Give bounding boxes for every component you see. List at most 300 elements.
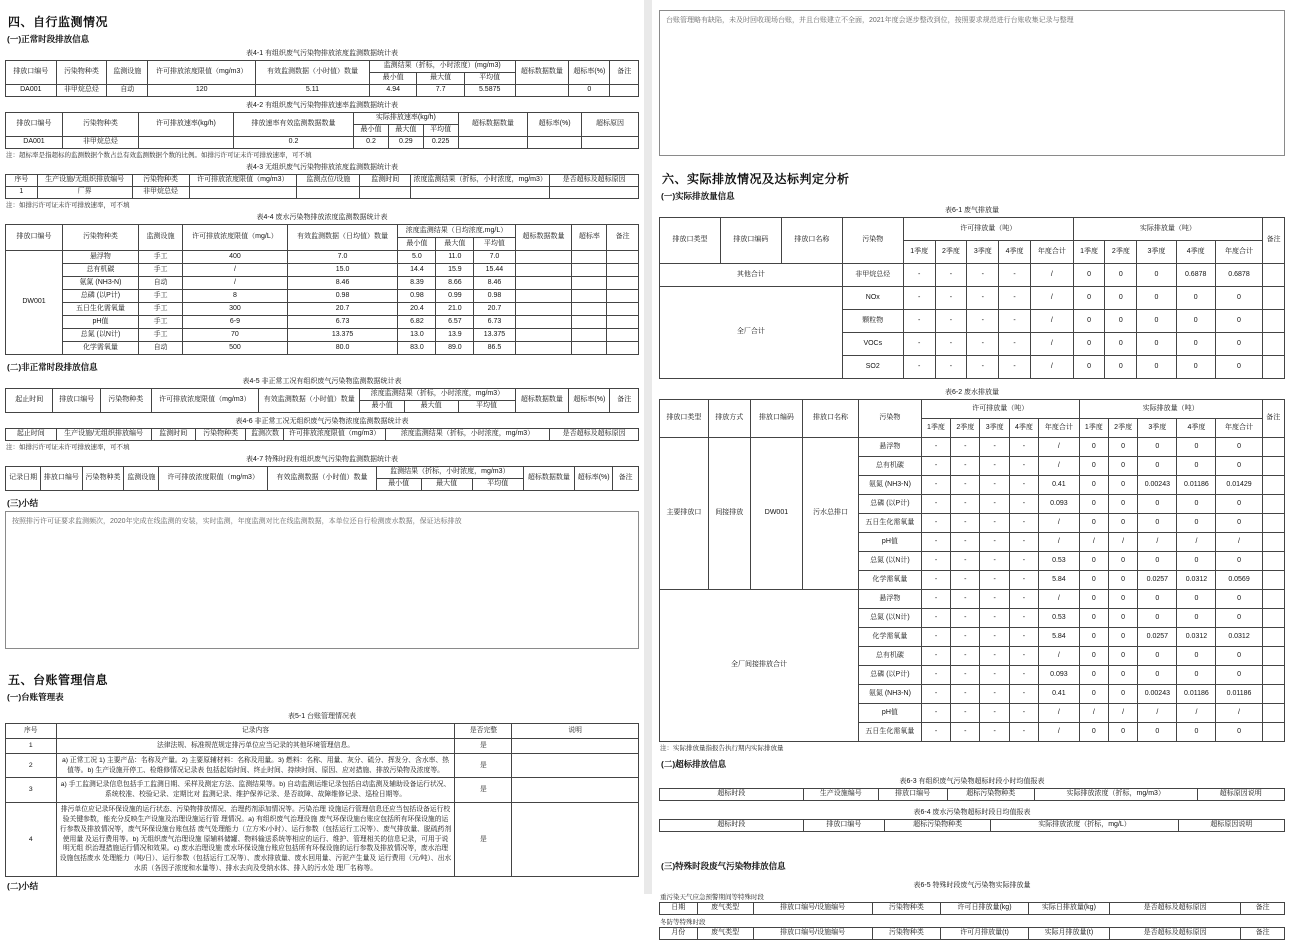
table-cell: 0	[1177, 666, 1216, 685]
table-cell: 0	[1176, 333, 1215, 356]
table-cell: pH值	[858, 704, 921, 723]
table-cell: /	[1039, 647, 1080, 666]
table-cell: 监测时间	[360, 175, 411, 187]
table-cell: -	[999, 356, 1031, 379]
note-4-3: 注：如排污许可证未许可排放速率，可不填	[6, 202, 130, 209]
table-cell: /	[1031, 264, 1074, 287]
table-cell: 0	[1079, 514, 1108, 533]
table-cell: -	[903, 264, 935, 287]
table-cell: 0.01186	[1177, 685, 1216, 704]
table-cell: 手工	[138, 264, 182, 277]
table-cell: -	[921, 609, 950, 628]
table-cell: 有效监测数据（小时值）数量	[256, 61, 370, 85]
table-cell: 五日生化需氧量	[858, 723, 921, 742]
table-cell: 排放口编号	[878, 789, 947, 801]
table-cell: /	[1108, 533, 1137, 552]
table-cell: /	[1031, 356, 1074, 379]
table-cell: 0	[1108, 666, 1137, 685]
table-cell: -	[921, 514, 950, 533]
table-cell: 0	[1108, 647, 1137, 666]
table-cell: 0	[1079, 552, 1108, 571]
table-cell: 0.41	[1039, 685, 1080, 704]
table-cell: 1季度	[903, 241, 935, 264]
table-cell: -	[1009, 552, 1038, 571]
table-cell: 超标数据数量	[515, 61, 569, 85]
section-5-sub-2: (二)小结	[7, 880, 39, 891]
table-cell: 记录日期	[6, 467, 41, 491]
table-cell: 化学需氧量	[858, 571, 921, 590]
table-cell: 最小值	[376, 479, 421, 491]
table-cell: 实际排放浓度（折标，mg/L）	[991, 820, 1179, 832]
table-cell: 手工	[138, 303, 182, 316]
table-cell: 0	[1138, 609, 1177, 628]
table-cell: /	[1216, 704, 1262, 723]
table-cell: 污染物种类	[56, 61, 107, 85]
table-cell: -	[1009, 457, 1038, 476]
table-cell: 排放口编号/设施编号	[753, 928, 872, 940]
table-cell: 0	[1216, 723, 1262, 742]
table-cell: -	[967, 287, 999, 310]
table-cell: 其他合计	[660, 264, 843, 287]
table-cell: -	[951, 628, 980, 647]
table-cell: 有效监测数据（日均值）数量	[287, 225, 398, 251]
table-cell: 许可日排放量(kg)	[941, 903, 1029, 915]
table-cell: 超标原因	[581, 113, 638, 137]
table-cell: 监测设施	[138, 225, 182, 251]
table-cell: 是	[455, 738, 512, 753]
table-cell: 年度合计	[1031, 241, 1074, 264]
table-cell: 超标率(%)	[569, 389, 610, 413]
table-cell: -	[921, 533, 950, 552]
table-row	[6, 467, 639, 479]
table-cell: 3季度	[980, 419, 1009, 438]
section-4-sub-1: (一)正常时段排放信息	[7, 34, 90, 44]
table-cell: 2季度	[935, 241, 967, 264]
table-cell: 83.0	[398, 342, 436, 355]
table-cell: 污染物种类	[62, 113, 138, 137]
table-cell: 超标时段	[660, 820, 804, 832]
table-cell: 是否超标及超标原因	[550, 175, 639, 187]
table-cell: 1季度	[921, 419, 950, 438]
table-cell	[1262, 457, 1284, 476]
table-cell: 4季度	[1009, 419, 1038, 438]
table-cell: 平均值	[458, 401, 515, 413]
section-4-title: 四、自行监测情况	[8, 15, 109, 29]
table-cell: /	[1039, 590, 1080, 609]
table-cell: 7.0	[474, 251, 515, 264]
table-cell: 有效监测数据（小时值）数量	[259, 389, 360, 413]
table-cell	[515, 329, 572, 342]
table-cell: -	[980, 457, 1009, 476]
table-cell: 2	[6, 753, 57, 778]
table-cell: 起止时间	[6, 389, 53, 413]
table-cell	[1262, 533, 1284, 552]
table-cell: -	[980, 723, 1009, 742]
table-cell: DA001	[6, 85, 57, 97]
table-cell: 0.01429	[1216, 476, 1262, 495]
table-cell: /	[1177, 704, 1216, 723]
table	[5, 60, 639, 97]
table-cell: -	[951, 533, 980, 552]
table-cell: 5.0	[398, 251, 436, 264]
table-cell: 平均值	[423, 125, 458, 137]
table	[659, 819, 1285, 832]
table-cell: 0	[1079, 685, 1108, 704]
table-cell: 许可排放浓度限值（mg/L）	[183, 225, 287, 251]
table-cell: 0	[1215, 287, 1262, 310]
table-cell	[550, 187, 639, 199]
table-cell: 0	[1177, 457, 1216, 476]
table-cell: 500	[183, 342, 287, 355]
table-cell	[138, 137, 233, 149]
table-cell: -	[980, 666, 1009, 685]
table-cell: 0	[1073, 264, 1105, 287]
table-row	[6, 61, 639, 73]
table-cell	[189, 187, 297, 199]
table-cell: 2季度	[1105, 241, 1137, 264]
table-cell: 污染物种类	[872, 903, 941, 915]
table-cell: -	[935, 333, 967, 356]
table-cell: -	[999, 333, 1031, 356]
table-cell: -	[951, 552, 980, 571]
table-cell: 0.29	[388, 137, 423, 149]
table-cell: 0.0312	[1177, 571, 1216, 590]
table-cell: -	[980, 685, 1009, 704]
table-cell: -	[980, 533, 1009, 552]
table-cell: 0	[1079, 723, 1108, 742]
table-cell: 0	[1216, 514, 1262, 533]
table-cell: 0.01186	[1216, 685, 1262, 704]
table-cell: -	[951, 495, 980, 514]
table-cell: -	[980, 552, 1009, 571]
table-row	[6, 113, 639, 125]
table-6-2-title: 表6-2 废水排放量	[944, 389, 1000, 396]
section-6-sub-1: (一)实际排放量信息	[661, 191, 735, 201]
table-cell: 0	[1108, 590, 1137, 609]
table-cell: 20.4	[398, 303, 436, 316]
table-cell	[1263, 264, 1285, 287]
table-cell: 废气类型	[697, 903, 753, 915]
table-cell: 1	[6, 187, 38, 199]
table-4-3-title: 表4-3 无组织废气污染物排放浓度监测数据统计表	[245, 164, 399, 171]
table-cell: 11.0	[436, 251, 474, 264]
table-cell	[607, 342, 639, 355]
table-cell: 0.41	[1039, 476, 1080, 495]
table-cell: 超标时段	[660, 789, 804, 801]
table-cell: DW001	[6, 251, 63, 355]
table-cell: -	[951, 476, 980, 495]
table-cell: 4季度	[1177, 419, 1216, 438]
table-cell: 5.84	[1039, 571, 1080, 590]
table-cell: 悬浮物	[858, 590, 921, 609]
table-cell: 0	[1216, 609, 1262, 628]
table-cell: 0	[1138, 590, 1177, 609]
table-cell: -	[951, 685, 980, 704]
table-cell: 0.093	[1039, 495, 1080, 514]
table-row	[660, 789, 1285, 801]
table-cell: /	[1039, 457, 1080, 476]
table-cell	[1263, 287, 1285, 310]
table-cell: -	[951, 704, 980, 723]
table-cell: -	[951, 457, 980, 476]
table-cell: 非甲烷总烃	[132, 187, 189, 199]
table-cell: 0	[1079, 438, 1108, 457]
table-cell: 实际日排放量(kg)	[1028, 903, 1109, 915]
table-cell: 日期	[660, 903, 698, 915]
table-cell: 15.0	[287, 264, 398, 277]
table-cell: 0	[1177, 514, 1216, 533]
table	[659, 788, 1285, 801]
table-row	[6, 329, 639, 342]
table-cell: 0	[1079, 476, 1108, 495]
table-cell: 总氮 (以N计)	[858, 609, 921, 628]
table-cell: -	[967, 333, 999, 356]
table-cell: 超标率	[572, 225, 607, 251]
table-cell	[512, 778, 639, 803]
table-cell: -	[1009, 533, 1038, 552]
table-cell: 1	[6, 738, 57, 753]
table-cell: 总有机碳	[858, 457, 921, 476]
table-cell: -	[921, 552, 950, 571]
table-row	[6, 342, 639, 355]
table-cell: 0.0312	[1177, 628, 1216, 647]
table-cell: 主要排放口	[660, 438, 709, 590]
table-cell: 污染物种类	[82, 467, 124, 491]
table-cell: 非甲烷总烃	[62, 137, 138, 149]
table-cell: 0.53	[1039, 552, 1080, 571]
table-cell	[1262, 590, 1284, 609]
table-cell	[1262, 723, 1284, 742]
table-6-1	[659, 217, 1285, 379]
table-cell	[515, 251, 572, 264]
table-cell: 8.66	[436, 277, 474, 290]
table-cell	[1262, 552, 1284, 571]
table-cell: /	[1079, 704, 1108, 723]
table-cell: 最小值	[369, 73, 416, 85]
table-row	[6, 738, 639, 753]
table-6-4	[659, 819, 1285, 832]
table-cell	[607, 277, 639, 290]
table-cell: 6.73	[474, 316, 515, 329]
table-cell: 月份	[660, 928, 698, 940]
section-6-sub-3: (三)特殊时段废气污染物排放信息	[661, 861, 786, 871]
table-cell: 监测结果（折标，小时浓度，mg/m3）	[376, 467, 523, 479]
table-cell: 0	[1108, 628, 1137, 647]
table-cell: 排放口名称	[803, 400, 859, 438]
table-cell: 超标数据数量	[515, 225, 572, 251]
table-row	[6, 137, 639, 149]
table-cell: 监测设施	[124, 467, 159, 491]
table-cell: 0	[1177, 723, 1216, 742]
table-row	[660, 928, 1285, 940]
table-cell: 手工	[138, 251, 182, 264]
table-cell: 排污单位应记录环保设施的运行状态、污染物排放情况、治理药剂添加情况等。污染治理 设施运行管理信息还应当包括设备运行校验关键参数，能充分反映生产设施及治理设施运行管 理情况。a) 有组织废气治理设施 废气环保设施台账应包括所有环保设施的运行参数及排放情况等，废气环保设施台账包括 废气处理能力（立方米/小时）、运行参数（包括运行工况等）、废气排放量、脱硫药剂使用量 及运行费用等。b) 无组织废气治理设施 原辅料储罐、物料输送系统等相应的运行、维护、管理相关的信息记录，可用于说明无组 织治理措施运行情况和效果。c) 废水治理设施 废水环保设施台账应包括所有环保设施的运行参数及排放情况等，废水治理设施包括废水 处理能力（吨/日）、运行参数（包括运行工况等）、废水排放量、废水回用量、污泥产生量及 运行费用（元/吨）、出水水质（各因子浓度和水量等）、排水去向及受纳水体、排入的污水处 理厂名称等。	[56, 803, 455, 877]
table-row	[6, 175, 639, 187]
table-cell: 排放口编码	[750, 400, 802, 438]
table-cell: 生产设施/无组织排放编号	[37, 175, 132, 187]
table-cell: 超标率(%)	[569, 61, 610, 85]
table-4-4-title: 表4-4 废水污染物排放浓度监测数据统计表	[256, 214, 388, 221]
table-cell: 排放方式	[708, 400, 750, 438]
table-cell: 0.99	[436, 290, 474, 303]
table-cell: 年度合计	[1216, 419, 1262, 438]
table-cell: -	[980, 609, 1009, 628]
table-cell: 氨氮 (NH3-N)	[858, 476, 921, 495]
table-cell: 最小值	[398, 238, 436, 251]
table-cell: 15.44	[474, 264, 515, 277]
table-cell: 6.57	[436, 316, 474, 329]
table-cell: /	[1039, 533, 1080, 552]
table-cell: 超标污染物种类	[885, 820, 991, 832]
table-cell: 法律法规、标准规范规定排污单位应当记录的其他环境管理信息。	[56, 738, 455, 753]
table-cell: 0	[1079, 590, 1108, 609]
table-cell: 13.375	[474, 329, 515, 342]
table-cell: 总磷 (以P计)	[858, 666, 921, 685]
table-row	[6, 778, 639, 803]
table-cell: /	[1039, 704, 1080, 723]
table-cell: -	[1009, 723, 1038, 742]
table-4-2-title: 表4-2 有组织废气污染物排放速率监测数据统计表	[245, 102, 399, 109]
table-cell	[515, 303, 572, 316]
table-6-5-b	[659, 927, 1285, 940]
table-cell	[581, 137, 638, 149]
table-cell: 排放口编码	[720, 218, 781, 264]
table-cell: 5.11	[256, 85, 370, 97]
table-cell: 20.7	[287, 303, 398, 316]
table-cell: 是	[455, 803, 512, 877]
table-row	[6, 724, 639, 739]
table-cell: 0	[1079, 609, 1108, 628]
table-cell: 生产设施/无组织排放编号	[56, 429, 151, 441]
table-cell: 许可排放量（吨）	[921, 400, 1079, 419]
table	[5, 224, 639, 355]
table-row	[660, 903, 1285, 915]
table-cell	[1262, 628, 1284, 647]
table-cell: 0	[1138, 457, 1177, 476]
table-cell: 0.2	[354, 137, 389, 149]
table	[659, 902, 1285, 915]
table-cell: 年度合计	[1039, 419, 1080, 438]
table-cell: 0	[1108, 457, 1137, 476]
table-cell: 总有机碳	[62, 264, 138, 277]
table-cell: -	[921, 685, 950, 704]
table-cell: 0	[1177, 552, 1216, 571]
table-cell: a) 手工监测记录信息包括手工监测日期、采样及测定方法、监测结果等。b) 自动监测运维记录包括自动监测及辅助设备运行状况、系统校准、校验记录、定期比对 监测记录、维护保养记录、是否故障、故障维修记录、巡检日期等。	[56, 778, 455, 803]
table-cell: 0	[1216, 438, 1262, 457]
table-cell	[528, 137, 582, 149]
table-cell: 6.82	[398, 316, 436, 329]
table-4-5-title: 表4-5 非正常工况有组织废气污染物监测数据统计表	[242, 378, 402, 385]
table-cell: 最大值	[388, 125, 423, 137]
table-cell: 0	[1176, 287, 1215, 310]
table-cell: 许可排放浓度限值（mg/m3）	[284, 429, 385, 441]
table-cell: 0	[1216, 552, 1262, 571]
table-6-3-title: 表6-3 有组织废气污染物超标时段小时均值报表	[899, 778, 1045, 785]
section-5-title: 五、台账管理信息	[8, 673, 109, 687]
table-cell	[607, 316, 639, 329]
table-cell	[1262, 666, 1284, 685]
table-cell: 0.00243	[1138, 685, 1177, 704]
table-cell: 是	[455, 778, 512, 803]
table-cell: 超标率(%)	[574, 467, 612, 491]
table-cell: -	[921, 723, 950, 742]
table-cell: 污染物种类	[62, 225, 138, 251]
table-cell	[1262, 647, 1284, 666]
table-cell: 污染物	[842, 218, 903, 264]
table-cell	[607, 264, 639, 277]
table-cell	[572, 342, 607, 355]
table-cell: 备注	[1241, 928, 1285, 940]
table-cell	[512, 753, 639, 778]
table-cell: /	[1138, 704, 1177, 723]
table-row	[6, 85, 639, 97]
table-row	[6, 290, 639, 303]
table-cell	[572, 264, 607, 277]
table-cell: 0	[1138, 438, 1177, 457]
table-cell: 是否超标及超标原因	[1110, 928, 1241, 940]
table-cell: -	[1009, 571, 1038, 590]
table-row	[660, 820, 1285, 832]
table-cell: 0	[1079, 666, 1108, 685]
table-cell: 0	[1108, 438, 1137, 457]
table-cell: 21.0	[436, 303, 474, 316]
table-cell: /	[1177, 533, 1216, 552]
table-cell: 0	[1137, 287, 1176, 310]
table-cell: 0	[1176, 356, 1215, 379]
table-cell: SO2	[842, 356, 903, 379]
table-4-3	[5, 174, 639, 199]
table-cell: 0.2	[233, 137, 353, 149]
table-cell: 0	[1105, 264, 1137, 287]
table-cell: 0.0569	[1216, 571, 1262, 590]
section-4-sub-2: (二)非正常时段排放信息	[7, 362, 98, 372]
table-cell: 0	[569, 85, 610, 97]
table-cell: 0.0257	[1138, 628, 1177, 647]
table-cell: -	[921, 666, 950, 685]
table-cell: 8.46	[287, 277, 398, 290]
table-cell: /	[183, 264, 287, 277]
table-cell: 0	[1108, 495, 1137, 514]
table-6-5-a	[659, 902, 1285, 915]
table-cell: 0	[1079, 647, 1108, 666]
table-6-4-title: 表6-4 废水污染物超标时段日均值报表	[913, 809, 1031, 816]
table-cell: 全厂间接排放合计	[660, 590, 859, 742]
table-cell: 许可排放浓度限值（mg/m3）	[189, 175, 297, 187]
table-cell: 0	[1216, 495, 1262, 514]
table-cell: -	[903, 333, 935, 356]
table-cell: 0	[1177, 438, 1216, 457]
table-4-6-title: 表4-6 非正常工况无组织废气污染物浓度监测数据统计表	[235, 418, 409, 425]
table-cell: 是否超标及超标原因	[550, 429, 639, 441]
table-cell: -	[1009, 590, 1038, 609]
table-cell: 0	[1108, 723, 1137, 742]
table-cell	[572, 316, 607, 329]
table-cell	[607, 290, 639, 303]
table-6-1-title: 表6-1 废气排放量	[944, 207, 1000, 214]
table-cell: 0	[1073, 356, 1105, 379]
table-cell: 0	[1216, 457, 1262, 476]
table-row	[6, 264, 639, 277]
table-cell: 总磷 (以P计)	[62, 290, 138, 303]
table-cell: 0	[1216, 666, 1262, 685]
table-cell: 五日生化需氧量	[62, 303, 138, 316]
table-cell: 说明	[512, 724, 639, 739]
table-cell: 浓度监测结果（日均浓度,mg/L）	[398, 225, 515, 238]
table-cell: -	[935, 287, 967, 310]
table-cell: 浓度监测结果（折标，小时浓度，mg/m3）	[360, 389, 515, 401]
table-cell	[572, 251, 607, 264]
table-cell: 年度合计	[1215, 241, 1262, 264]
